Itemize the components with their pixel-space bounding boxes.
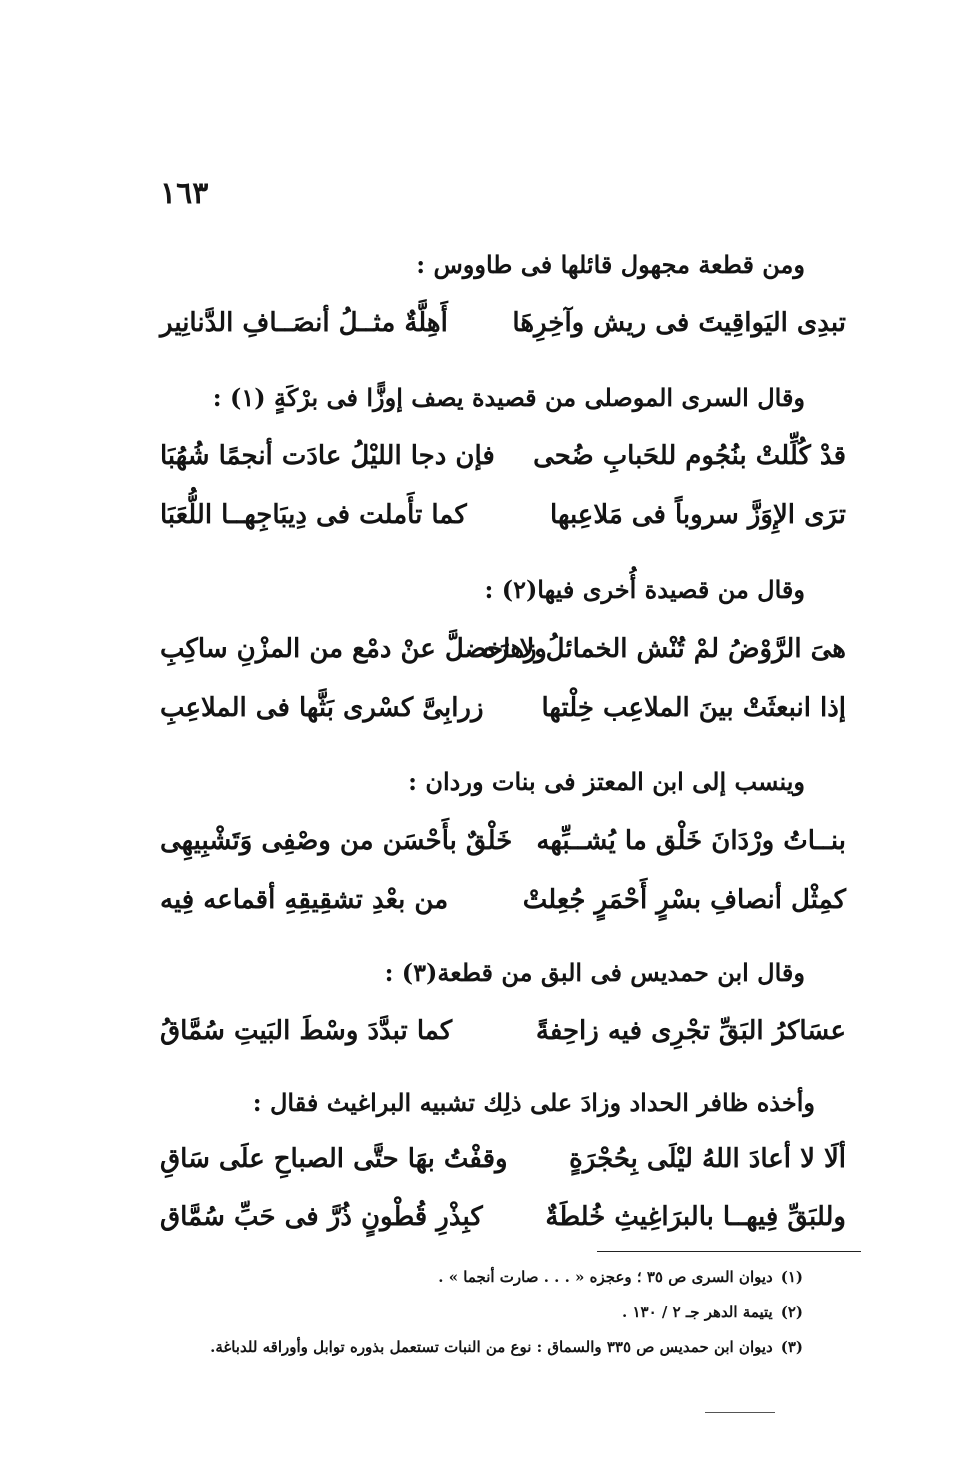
verse-second-hemistich: من بعْدِ تشقِيقِهِ أقماعه فِيه	[160, 885, 449, 915]
footnote-number: (٢)	[780, 1303, 803, 1321]
verse-first-hemistich: بنــاتُ ورْدَانَ خَلْق ما يُشــبِّهه	[536, 826, 846, 856]
footnote	[438, 1265, 803, 1289]
verse-line	[160, 1194, 846, 1240]
verse-second-hemistich: كما تبدَّدَ وسْطَ البَيتِ سُمَّاقُ	[160, 1016, 453, 1046]
section-intro: وأخذه ظافر الحداد وزادَ على ذلِك تشبيه البراغيث فقال :	[252, 1088, 815, 1117]
verse-line	[160, 492, 846, 538]
verse-line	[160, 1136, 846, 1182]
verse-line	[160, 626, 846, 672]
verse-second-hemistich: أَهِلَّةٌ مثــلُ أنصَــافِ الدَّنانِير	[160, 308, 448, 338]
verse-second-hemistich: ولا اخضلَّ عنْ دمْع من المزْنِ ساكِبِ	[160, 634, 547, 664]
footnote-number: (٣)	[780, 1338, 803, 1356]
verse-first-hemistich: تبدِى اليَواقِيتَ فى ريش وآخِرِهَا	[512, 308, 846, 338]
verse-line	[160, 1008, 846, 1054]
section-intro: وقال السرى الموصلى من قصيدة يصف إوزًّا فى برْكَةٍ (١) :	[212, 383, 805, 412]
footnote-text: يتيمة الدهر جـ ٢ / ١٣٠ .	[622, 1303, 773, 1321]
verse-first-hemistich: عسَاكرُ البَقِّ تجْرِى فيه زاحِفةً	[535, 1016, 846, 1046]
footnote	[622, 1300, 803, 1324]
verse-first-hemistich: ترَى الإِوَزَّ سروباً فى مَلاعِبها	[550, 500, 846, 530]
verse-line	[160, 300, 846, 346]
footnote-divider	[597, 1251, 861, 1252]
verse-second-hemistich: زرابِىَّ كسْرى بَثَّها فى الملاعِبِ	[160, 693, 484, 723]
section-intro: ومن قطعة مجهول قائلها فى طاووس :	[416, 250, 805, 279]
verse-first-hemistich: هىَ الرَّوْضُ لمْ تُنْش الخمائلُ زهرَه	[482, 634, 846, 664]
verse-first-hemistich: قدْ كُلِّلتْ بنُجُوم للحَبابِ ضُحى	[533, 441, 846, 471]
verse-first-hemistich: وللبَقِّ فِيهــا بالبرَاغِيثِ خُلطَةٌ	[545, 1202, 846, 1232]
footnote-text: ديوان السرى ص ٣٥ ؛ وعجزه « . . . صارت أنجما » .	[438, 1268, 773, 1286]
verse-line	[160, 433, 846, 479]
section-intro: وقال من قصيدة أُخرى فيها(٢) :	[484, 575, 805, 604]
footnote	[210, 1335, 803, 1359]
verse-second-hemistich: كبِذْرِ قُطْونٍ ذُرَّ فى حَبِّ سُمَّاق	[160, 1202, 483, 1232]
verse-line	[160, 877, 846, 923]
verse-line	[160, 818, 846, 864]
section-intro: وقال ابن حمديس فى البق من قطعة(٣) :	[384, 958, 805, 987]
verse-second-hemistich: كما تأَملت فى دِيبَاجِهــا اللُّعَبَا	[160, 500, 467, 530]
verse-second-hemistich: خَلْقٌ بأَحْسَن من وصْفِى وَتَشْبِيهِى	[160, 826, 513, 856]
section-intro: وينسب إلى ابن المعتز فى بنات وردان :	[408, 767, 805, 796]
verse-second-hemistich: فإن دجا الليْلُ عادَت أنجمًا شُهُبَا	[160, 441, 495, 471]
verse-first-hemistich: ألَا لا أعادَ اللهُ ليْلَى بِحُجْرَةٍ	[569, 1144, 846, 1174]
page-number: ١٦٣	[160, 176, 209, 211]
verse-first-hemistich: كمِثْل أنصافِ بسْرٍ أَحْمَرٍ جُعِلتْ	[522, 885, 846, 915]
verse-first-hemistich: إذا انبعثَتْ بينَ الملاعِب خِلْتها	[541, 693, 846, 723]
verse-line	[160, 685, 846, 731]
footnote-number: (١)	[780, 1268, 803, 1286]
footnote-text: ديوان ابن حمديس ص ٣٣٥ والسماق : نوع من النبات تستعمل بذوره توابل وأوراقه للدباغة.	[210, 1338, 773, 1356]
scan-mark	[705, 1412, 775, 1413]
verse-second-hemistich: وقفْتُ بهَا حتَّى الصباحِ علَى سَاقِ	[160, 1144, 508, 1174]
